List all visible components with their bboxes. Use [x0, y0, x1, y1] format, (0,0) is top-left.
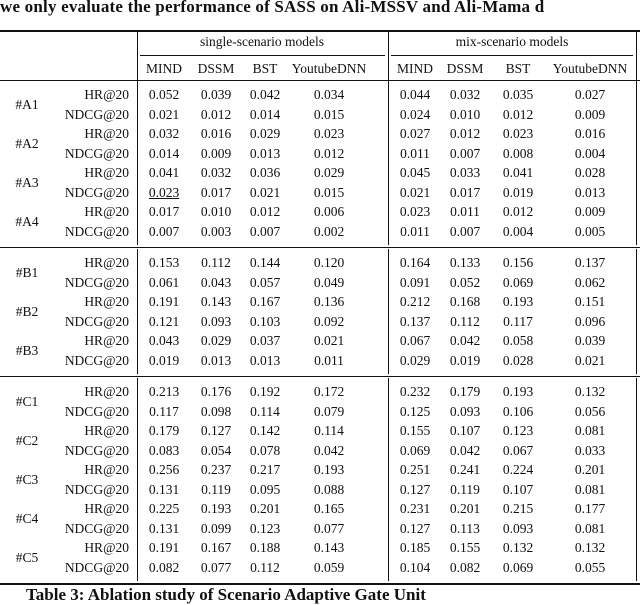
table-cell: 0.136 — [313, 294, 345, 309]
column-separator — [388, 31, 389, 81]
table-caption: Table 3: Ablation study of Scenario Adaptive Gate Unit — [26, 585, 426, 604]
table-cell: 0.019 — [148, 352, 180, 368]
table-cell: 0.042 — [449, 442, 481, 458]
table-cell: 0.055 — [574, 559, 606, 575]
table-cell: 0.119 — [201, 481, 231, 497]
table-cell: 0.059 — [313, 559, 345, 575]
table-cell: 0.010 — [200, 204, 232, 219]
table-cell: 0.165 — [313, 501, 345, 516]
table-cell: 0.213 — [148, 384, 180, 399]
column-header: DSSM — [197, 61, 235, 76]
table-cell: 0.029 — [313, 165, 345, 180]
metric-label: NDCG@20 — [64, 442, 129, 458]
table-cell: 0.009 — [574, 106, 606, 122]
column-separator — [388, 378, 389, 581]
row-id: #A3 — [15, 174, 39, 190]
metric-label: NDCG@20 — [64, 403, 129, 419]
table-cell: 0.062 — [574, 274, 606, 290]
table-cell: 0.021 — [574, 352, 606, 368]
group-underline — [140, 55, 385, 56]
table-cell: 0.104 — [399, 559, 431, 575]
table-cell: 0.077 — [313, 520, 345, 536]
column-header: MIND — [146, 61, 182, 76]
table-cell: 0.005 — [574, 223, 606, 239]
table-cell: 0.078 — [249, 442, 281, 458]
table-cell: 0.143 — [200, 294, 232, 309]
table-cell: 0.014 — [148, 145, 180, 161]
metric-label: HR@20 — [84, 540, 129, 555]
row-id: #C5 — [15, 549, 39, 565]
column-separator — [388, 81, 389, 245]
table-cell: 0.137 — [399, 313, 431, 329]
table-cell: 0.082 — [148, 559, 180, 575]
table-cell: 0.185 — [399, 540, 431, 555]
table-cell: 0.179 — [449, 384, 481, 399]
metric-label: NDCG@20 — [64, 106, 129, 122]
column-separator — [636, 249, 637, 374]
metric-label: NDCG@20 — [64, 313, 129, 329]
table-cell: 0.120 — [313, 255, 345, 270]
table-cell: 0.002 — [313, 223, 345, 239]
table-cell: 0.028 — [502, 352, 534, 368]
metric-label: HR@20 — [84, 87, 129, 102]
column-header: MIND — [397, 61, 433, 76]
table-cell: 0.057 — [249, 274, 281, 290]
metric-label: HR@20 — [84, 294, 129, 309]
table-cell: 0.069 — [399, 442, 431, 458]
table-cell: 0.103 — [249, 313, 281, 329]
table-cell: 0.004 — [502, 223, 534, 239]
table-cell: 0.069 — [502, 559, 534, 575]
table-cell: 0.012 — [449, 126, 481, 141]
table-cell: 0.112 — [201, 255, 231, 270]
row-id: #B2 — [15, 303, 39, 319]
table-cell: 0.127 — [399, 481, 431, 497]
table-cell: 0.113 — [450, 520, 480, 536]
table-cell: 0.009 — [574, 204, 606, 219]
table-cell: 0.056 — [574, 403, 606, 419]
table-cell: 0.215 — [502, 501, 534, 516]
table-cell: 0.015 — [313, 106, 345, 122]
table-cell: 0.132 — [574, 384, 606, 399]
group-underline — [391, 55, 633, 56]
table-cell: 0.123 — [502, 423, 534, 438]
column-header: BST — [252, 61, 278, 76]
table-cell: 0.023 — [502, 126, 534, 141]
table-cell: 0.231 — [399, 501, 431, 516]
table-cell: 0.012 — [502, 204, 534, 219]
table-cell: 0.032 — [449, 87, 481, 102]
table-cell: 0.192 — [249, 384, 281, 399]
table-cell: 0.019 — [502, 184, 534, 200]
table-cell: 0.168 — [449, 294, 481, 309]
table-cell: 0.088 — [313, 481, 345, 497]
table-cell: 0.095 — [249, 481, 281, 497]
metric-label: HR@20 — [84, 333, 129, 348]
table-cell: 0.011 — [450, 204, 480, 219]
table-cell: 0.004 — [574, 145, 606, 161]
table-cell: 0.193 — [313, 462, 345, 477]
metric-label: NDCG@20 — [64, 559, 129, 575]
table-cell: 0.006 — [313, 204, 345, 219]
table-cell: 0.008 — [502, 145, 534, 161]
table-cell: 0.142 — [249, 423, 281, 438]
table-cell: 0.017 — [200, 184, 232, 200]
table-cell: 0.049 — [313, 274, 345, 290]
table-cell: 0.034 — [313, 87, 345, 102]
table-cell: 0.028 — [574, 165, 606, 180]
table-cell: 0.067 — [502, 442, 534, 458]
table-cell: 0.007 — [449, 223, 481, 239]
table-cell: 0.155 — [449, 540, 481, 555]
table-cell: 0.042 — [313, 442, 345, 458]
table-cell: 0.132 — [502, 540, 534, 555]
row-id: #B3 — [15, 342, 39, 358]
table-cell: 0.052 — [148, 87, 180, 102]
row-id: #B1 — [15, 264, 39, 280]
table-cell: 0.061 — [148, 274, 180, 290]
table-cell: 0.021 — [249, 184, 281, 200]
table-cell: 0.010 — [449, 106, 481, 122]
column-separator — [137, 378, 138, 581]
table-cell: 0.123 — [249, 520, 281, 536]
table-cell: 0.143 — [313, 540, 345, 555]
table-cell: 0.021 — [399, 184, 431, 200]
table-cell: 0.042 — [249, 87, 281, 102]
table-cell: 0.193 — [200, 501, 232, 516]
table-cell: 0.127 — [200, 423, 232, 438]
table-cell: 0.012 — [313, 145, 345, 161]
table-cell: 0.052 — [449, 274, 481, 290]
page-header-text: we only evaluate the performance of SASS on Ali-MSSV and Ali-Mama d — [0, 0, 545, 16]
table-cell: 0.225 — [148, 501, 180, 516]
table-cell: 0.093 — [449, 403, 481, 419]
table-cell: 0.241 — [449, 462, 481, 477]
table-cell: 0.091 — [399, 274, 431, 290]
table-cell: 0.032 — [148, 126, 180, 141]
table-cell: 0.015 — [313, 184, 345, 200]
table-cell: 0.017 — [449, 184, 481, 200]
table-cell: 0.167 — [200, 540, 232, 555]
table-cell: 0.023 — [148, 184, 180, 200]
table-cell: 0.027 — [574, 87, 606, 102]
table-cell: 0.039 — [200, 87, 232, 102]
table-cell: 0.081 — [574, 520, 606, 536]
row-id: #C2 — [15, 432, 39, 448]
table-cell: 0.156 — [502, 255, 534, 270]
table-cell: 0.191 — [148, 540, 180, 555]
table-cell: 0.237 — [200, 462, 232, 477]
column-separator — [388, 249, 389, 374]
table-cell: 0.106 — [502, 403, 534, 419]
table-cell: 0.172 — [313, 384, 345, 399]
table-cell: 0.058 — [502, 333, 534, 348]
metric-label: HR@20 — [84, 384, 129, 399]
table-cell: 0.012 — [200, 106, 232, 122]
table-cell: 0.176 — [200, 384, 232, 399]
table-cell: 0.127 — [399, 520, 431, 536]
table-cell: 0.114 — [314, 423, 344, 438]
table-cell: 0.151 — [574, 294, 606, 309]
table-cell: 0.013 — [200, 352, 232, 368]
table-cell: 0.033 — [449, 165, 481, 180]
table-cell: 0.093 — [502, 520, 534, 536]
metric-label: NDCG@20 — [64, 481, 129, 497]
metric-label: NDCG@20 — [64, 352, 129, 368]
table-cell: 0.119 — [450, 481, 480, 497]
column-separator — [636, 81, 637, 245]
table-cell: 0.016 — [574, 126, 606, 141]
table-cell: 0.107 — [449, 423, 481, 438]
metric-label: NDCG@20 — [64, 520, 129, 536]
table-cell: 0.023 — [399, 204, 431, 219]
table-cell: 0.082 — [449, 559, 481, 575]
table-cell: 0.011 — [314, 352, 344, 368]
table-cell: 0.131 — [148, 481, 180, 497]
block-rule — [0, 247, 640, 248]
table-cell: 0.232 — [399, 384, 431, 399]
table-cell: 0.023 — [313, 126, 345, 141]
block-rule — [0, 376, 640, 377]
table-cell: 0.041 — [502, 165, 534, 180]
row-id: #C1 — [15, 393, 39, 409]
metric-label: HR@20 — [84, 423, 129, 438]
table-cell: 0.029 — [249, 126, 281, 141]
table-cell: 0.131 — [148, 520, 180, 536]
metric-label: NDCG@20 — [64, 223, 129, 239]
table-cell: 0.012 — [249, 204, 281, 219]
table-cell: 0.021 — [313, 333, 345, 348]
table-top-rule — [0, 30, 640, 32]
table-cell: 0.217 — [249, 462, 281, 477]
table-cell: 0.191 — [148, 294, 180, 309]
metric-label: HR@20 — [84, 126, 129, 141]
table-cell: 0.077 — [200, 559, 232, 575]
table-cell: 0.092 — [313, 313, 345, 329]
table-cell: 0.033 — [574, 442, 606, 458]
table-cell: 0.027 — [399, 126, 431, 141]
table-cell: 0.003 — [200, 223, 232, 239]
table-cell: 0.132 — [574, 540, 606, 555]
table-cell: 0.009 — [200, 145, 232, 161]
table-cell: 0.045 — [399, 165, 431, 180]
column-separator — [137, 249, 138, 374]
table-cell: 0.251 — [399, 462, 431, 477]
table-cell: 0.112 — [250, 559, 280, 575]
column-separator — [137, 81, 138, 245]
row-id: #C3 — [15, 471, 39, 487]
table-cell: 0.155 — [399, 423, 431, 438]
table-cell: 0.043 — [148, 333, 180, 348]
metric-label: NDCG@20 — [64, 145, 129, 161]
row-id: #A1 — [15, 96, 39, 112]
table-cell: 0.044 — [399, 87, 431, 102]
table-cell: 0.212 — [399, 294, 431, 309]
table-cell: 0.011 — [400, 145, 430, 161]
table-cell: 0.032 — [200, 165, 232, 180]
table-cell: 0.013 — [249, 145, 281, 161]
table-cell: 0.081 — [574, 481, 606, 497]
table-cell: 0.193 — [502, 384, 534, 399]
table-cell: 0.224 — [502, 462, 534, 477]
header-rule — [0, 80, 640, 81]
table-cell: 0.121 — [148, 313, 180, 329]
table-cell: 0.117 — [503, 313, 533, 329]
table-cell: 0.201 — [574, 462, 606, 477]
column-separator — [636, 31, 637, 81]
table-cell: 0.007 — [449, 145, 481, 161]
table-cell: 0.107 — [502, 481, 534, 497]
row-id: #A4 — [15, 213, 39, 229]
column-separator — [137, 31, 138, 81]
table-cell: 0.083 — [148, 442, 180, 458]
table-cell: 0.029 — [399, 352, 431, 368]
column-separator — [636, 378, 637, 581]
metric-label: HR@20 — [84, 462, 129, 477]
table-cell: 0.081 — [574, 423, 606, 438]
table-cell: 0.179 — [148, 423, 180, 438]
table-cell: 0.067 — [399, 333, 431, 348]
column-header: YoutubeDNN — [291, 61, 367, 76]
metric-label: HR@20 — [84, 204, 129, 219]
column-header: YoutubeDNN — [552, 61, 628, 76]
table-cell: 0.099 — [200, 520, 232, 536]
column-header: DSSM — [446, 61, 484, 76]
table-cell: 0.069 — [502, 274, 534, 290]
table-cell: 0.079 — [313, 403, 345, 419]
table-cell: 0.012 — [502, 106, 534, 122]
metric-label: HR@20 — [84, 255, 129, 270]
table-cell: 0.013 — [249, 352, 281, 368]
table-cell: 0.133 — [449, 255, 481, 270]
table-cell: 0.035 — [502, 87, 534, 102]
metric-label: NDCG@20 — [64, 184, 129, 200]
row-id: #A2 — [15, 135, 39, 151]
table-cell: 0.137 — [574, 255, 606, 270]
group-header: mix-scenario models — [455, 34, 569, 49]
table-cell: 0.043 — [200, 274, 232, 290]
metric-label: HR@20 — [84, 165, 129, 180]
table-cell: 0.011 — [400, 223, 430, 239]
table-cell: 0.039 — [574, 333, 606, 348]
table-cell: 0.093 — [200, 313, 232, 329]
column-header: BST — [505, 61, 531, 76]
table-cell: 0.036 — [249, 165, 281, 180]
table-cell: 0.029 — [200, 333, 232, 348]
table-cell: 0.193 — [502, 294, 534, 309]
table-cell: 0.024 — [399, 106, 431, 122]
table-cell: 0.017 — [148, 204, 180, 219]
table-cell: 0.007 — [148, 223, 180, 239]
table-cell: 0.188 — [249, 540, 281, 555]
table-cell: 0.153 — [148, 255, 180, 270]
table-cell: 0.021 — [148, 106, 180, 122]
row-id: #C4 — [15, 510, 39, 526]
table-cell: 0.041 — [148, 165, 180, 180]
table-cell: 0.201 — [449, 501, 481, 516]
table-cell: 0.054 — [200, 442, 232, 458]
table-cell: 0.098 — [200, 403, 232, 419]
group-header: single-scenario models — [199, 34, 325, 49]
table-cell: 0.112 — [450, 313, 480, 329]
table-cell: 0.014 — [249, 106, 281, 122]
table-cell: 0.019 — [449, 352, 481, 368]
table-cell: 0.096 — [574, 313, 606, 329]
table-cell: 0.037 — [249, 333, 281, 348]
table-cell: 0.177 — [574, 501, 606, 516]
table-cell: 0.256 — [148, 462, 180, 477]
table-cell: 0.016 — [200, 126, 232, 141]
metric-label: HR@20 — [84, 501, 129, 516]
table-cell: 0.042 — [449, 333, 481, 348]
table-cell: 0.144 — [249, 255, 281, 270]
table-cell: 0.201 — [249, 501, 281, 516]
table-cell: 0.007 — [249, 223, 281, 239]
table-cell: 0.125 — [399, 403, 431, 419]
table-cell: 0.114 — [250, 403, 280, 419]
table-cell: 0.117 — [149, 403, 179, 419]
table-cell: 0.167 — [249, 294, 281, 309]
metric-label: NDCG@20 — [64, 274, 129, 290]
table-cell: 0.164 — [399, 255, 431, 270]
table-cell: 0.013 — [574, 184, 606, 200]
